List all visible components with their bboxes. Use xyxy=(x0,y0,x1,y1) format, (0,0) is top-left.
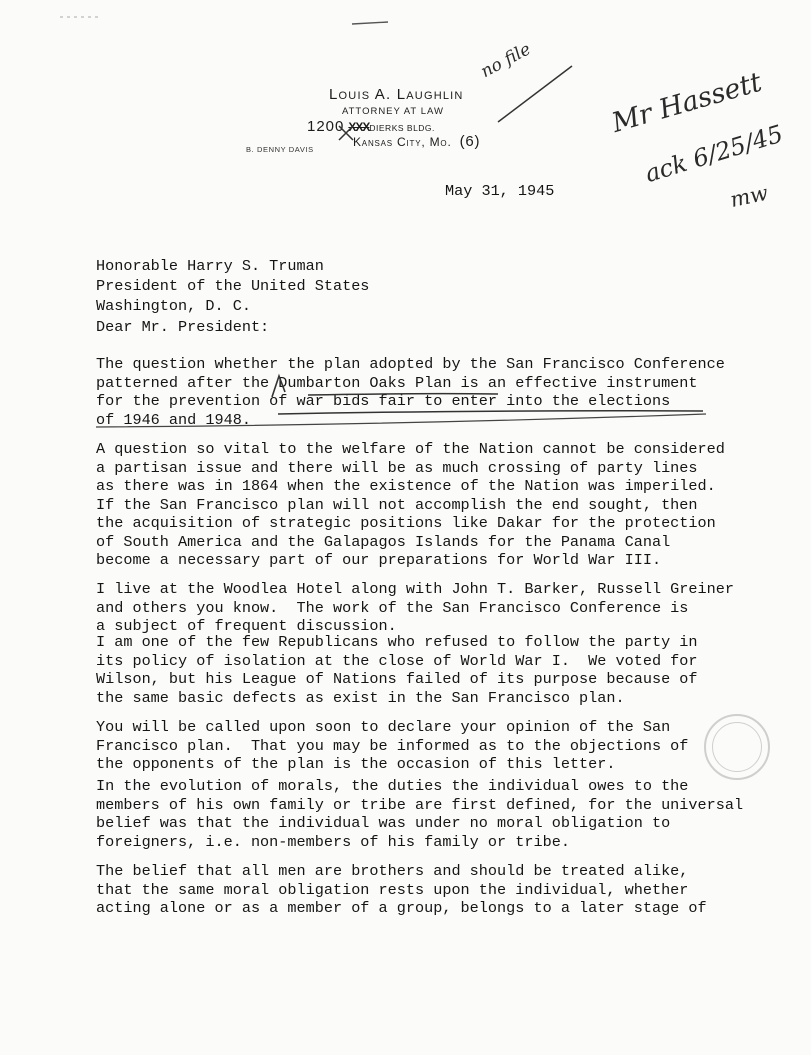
no-file-slash xyxy=(498,66,572,122)
city-name: Kansas City, Mo. xyxy=(353,135,452,149)
letter-date: May 31, 1945 xyxy=(445,182,555,200)
letterhead-cross-mark xyxy=(339,126,353,140)
insertion-caret xyxy=(272,376,285,397)
letterhead-name: Louis A. Laughlin xyxy=(329,86,464,103)
paragraph: The belief that all men are brothers and should be treated alike, that the same moral obligation rests upon the individual, whether acting alone or as a member of a group, belongs to a later stage of xyxy=(96,862,707,917)
paragraph: I am one of the few Republicans who refused to follow the party in its policy of isolation at the close of World War I. We voted for Wilson, but his League of Nations failed of its purpose because of the same basic defects as exist in the San Francisco plan. xyxy=(96,633,698,707)
recipient-address: Honorable Harry S. Truman President of the United States Washington, D. C. xyxy=(96,257,370,315)
underline-war-bids-fair xyxy=(278,411,703,414)
building-number: 1200 xyxy=(307,118,345,135)
handwritten-recipient: Mr Hassett xyxy=(608,66,766,139)
underline-elections xyxy=(96,414,706,427)
top-dash-mark xyxy=(352,22,388,24)
paragraph: You will be called upon soon to declare your opinion of the San Francisco plan. That you may be informed as to the objections of the opponents of the plan is the occasion of this letter. xyxy=(96,718,689,773)
handwritten-no-file: no file xyxy=(477,39,535,82)
paragraph: A question so vital to the welfare of the Nation cannot be considered a partisan issue and there will be as much crossing of party lines as there was in 1864 when the existence of the Nation was imperiled. If the San Francisco plan will not accomplish the end sought, then the acquisition of strategic positions like Dakar for the protection of South America and the Galapagos Islands for the Panama Canal become a necessary part of our preparations for World War III. xyxy=(96,440,725,569)
letterhead-title: ATTORNEY AT LAW xyxy=(342,106,444,117)
building-name: DIERKS BLDG. xyxy=(369,123,435,133)
paragraph: In the evolution of morals, the duties the individual owes to the members of his own family or tribe are first defined, for the universal belief was that the individual was under no moral obligation to foreigners, i.e. non-members of his family or tribe. xyxy=(96,777,744,851)
received-stamp xyxy=(704,714,770,780)
underline-dumbarton-oaks xyxy=(308,394,498,395)
salutation: Dear Mr. President: xyxy=(96,318,270,336)
postal-zone: (6) xyxy=(459,133,481,150)
letterhead-partner: B. DENNY DAVIS xyxy=(246,145,314,154)
paragraph: I live at the Woodlea Hotel along with John T. Barker, Russell Greiner and others you know. The work of the San Francisco Conference is a subject of frequent discussion. xyxy=(96,580,734,635)
paragraph: The question whether the plan adopted by the San Francisco Conference patterned after the Dumbarton Oaks Plan is an effective instrument for the prevention of war bids fair to enter into the elections of 1946 and 1948. xyxy=(96,355,725,429)
handwritten-initials: mw xyxy=(728,180,771,212)
handwritten-acknowledgement: ack 6/25/45 xyxy=(641,119,787,188)
building-struck-out: XXX xyxy=(348,120,370,134)
